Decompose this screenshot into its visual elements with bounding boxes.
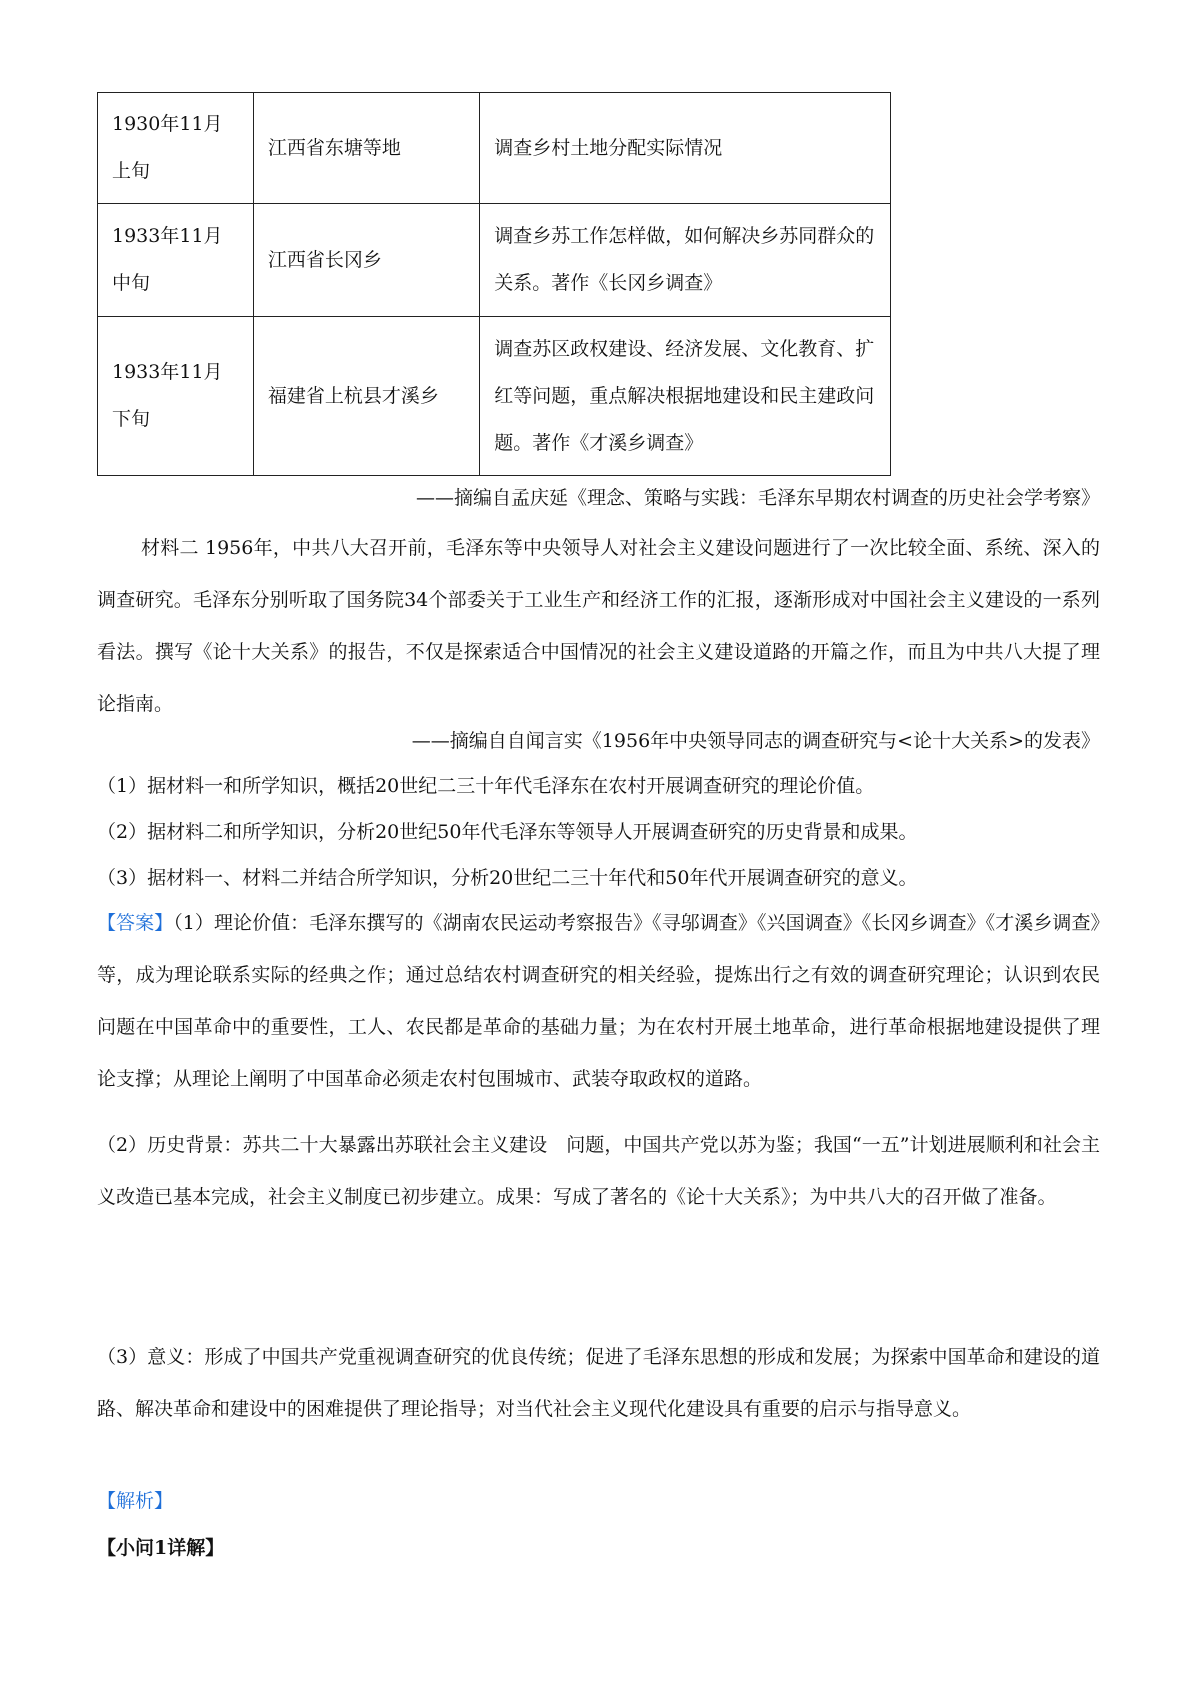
source-citation-1: ——摘编自孟庆延《理念、策略与实践：毛泽东早期农村调查的历史社会学考察》 xyxy=(415,487,1100,509)
source-citation-2: ——摘编自自闻言实《1956年中央领导同志的调查研究与<论十大关系>的发表》 xyxy=(411,730,1100,752)
answer-part-3: （3）意义：形成了中国共产党重视调查研究的优良传统；促进了毛泽东思想的形成和发展；为探索中国革命和建设的道路、解决革命和建设中的困难提供了理论指导；对当代社会主义现代化建设具有重要的启示与指导意义。 xyxy=(97,1346,1100,1420)
answer-label: 【答案】 xyxy=(97,912,174,934)
question-2: （2）据材料二和所学知识，分析20世纪50年代毛泽东等领导人开展调查研究的历史背景和成果。 xyxy=(97,821,918,843)
place-cell: 福建省上杭县才溪乡 xyxy=(253,317,479,476)
question-3: （3）据材料一、材料二并结合所学知识，分析20世纪二三十年代和50年代开展调查研究的意义。 xyxy=(97,867,918,889)
answer-part-1-text: （1）理论价值：毛泽东撰写的《湖南农民运动考察报告》《寻邬调查》《兴国调查》《长冈乡调查》《才溪乡调查》等，成为理论联系实际的经典之作；通过总结农村调查研究的相关经验，提炼出行之有效的调查研究理论；认识到农民问题在中国革命中的重要性，工人、农民都是革命的基础力量；为在农村开展土地革命，进行革命根据地建设提供了理论支撑；从理论上阐明了中国革命必须走农村包围城市、武装夺取政权的道路。 xyxy=(97,912,1100,1090)
content-cell: 调查乡苏工作怎样做，如何解决乡苏同群众的关系。著作《长冈乡调查》 xyxy=(480,204,891,317)
table-row xyxy=(98,317,891,476)
place-cell: 江西省东塘等地 xyxy=(253,93,479,204)
table-row xyxy=(98,93,891,204)
question-1: （1）据材料一和所学知识，概括20世纪二三十年代毛泽东在农村开展调查研究的理论价值。 xyxy=(97,775,875,797)
time-cell: 1933年11月下旬 xyxy=(98,317,254,476)
time-cell: 1930年11月上旬 xyxy=(98,93,254,204)
answer-part-1 xyxy=(97,897,1100,1105)
content-cell: 调查苏区政权建设、经济发展、文化教育、扩红等问题，重点解决根据地建设和民主建政问题。著作《才溪乡调查》 xyxy=(480,317,891,476)
analysis-label: 【解析】 xyxy=(97,1490,174,1512)
place-cell: 江西省长冈乡 xyxy=(253,204,479,317)
sub-question-heading: 【小问1详解】 xyxy=(97,1537,225,1559)
table-row xyxy=(98,204,891,317)
time-cell: 1933年11月中旬 xyxy=(98,204,254,317)
survey-table xyxy=(97,92,891,476)
answer-part-2: （2）历史背景：苏共二十大暴露出苏联社会主义建设 问题，中国共产党以苏为鉴；我国“一五”计划进展顺利和社会主义改造已基本完成，社会主义制度已初步建立。成果：写成了著名的《论十大关系》；为中共八大的召开做了准备。 xyxy=(97,1134,1100,1208)
content-cell: 调查乡村土地分配实际情况 xyxy=(480,93,891,204)
material-two-paragraph: 材料二 1956年，中共八大召开前，毛泽东等中央领导人对社会主义建设问题进行了一次比较全面、系统、深入的调查研究。毛泽东分别听取了国务院34个部委关于工业生产和经济工作的汇报，逐渐形成对中国社会主义建设的一系列看法。撰写《论十大关系》的报告，不仅是探索适合中国情况的社会主义建设道路的开篇之作，而且为中共八大提了理论指南。 xyxy=(97,537,1100,715)
